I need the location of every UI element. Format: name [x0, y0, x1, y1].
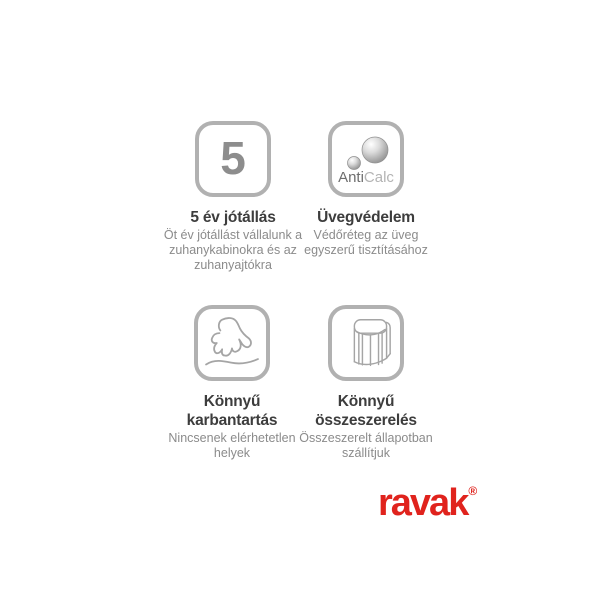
feature-description: Összeszerelt állapotban szállítjuk: [299, 431, 433, 460]
feature-title: Könnyű összeszerelés: [315, 393, 417, 429]
feature-title: 5 év jótállás: [190, 209, 276, 226]
hand-wipe-icon: [194, 305, 270, 381]
feature-description: Nincsenek elérhetetlen helyek: [168, 431, 296, 460]
small-droplet-sphere: [348, 157, 361, 170]
feature-description: Öt év jótállást vállalunk a zuhanykabinokra és az zuhanyajtókra: [163, 228, 303, 272]
registered-trademark-symbol: ®: [468, 484, 478, 498]
feature-description: Védőréteg az üveg egyszerű tisztításához: [304, 228, 428, 257]
anticalc-spheres-graphic: [332, 125, 400, 193]
warranty-years-number: 5: [220, 132, 246, 184]
ravak-logo-text: ravak: [378, 482, 468, 524]
shower-enclosure-icon: [328, 305, 404, 381]
hand-wipe-graphic: [198, 309, 266, 377]
feature-title: Üvegvédelem: [317, 209, 415, 226]
anticalc-label: AntiCalc: [338, 169, 394, 186]
feature-title: Könnyű karbantartás: [186, 393, 278, 429]
ravak-logo: [378, 484, 477, 522]
anticalc-icon: [328, 121, 404, 197]
large-droplet-sphere: [362, 137, 388, 163]
five-year-warranty-icon: [195, 121, 271, 197]
feature-card-glass-protection: [278, 121, 454, 258]
shower-enclosure-graphic: [332, 309, 400, 377]
feature-card-easy-assembly: [278, 305, 454, 461]
